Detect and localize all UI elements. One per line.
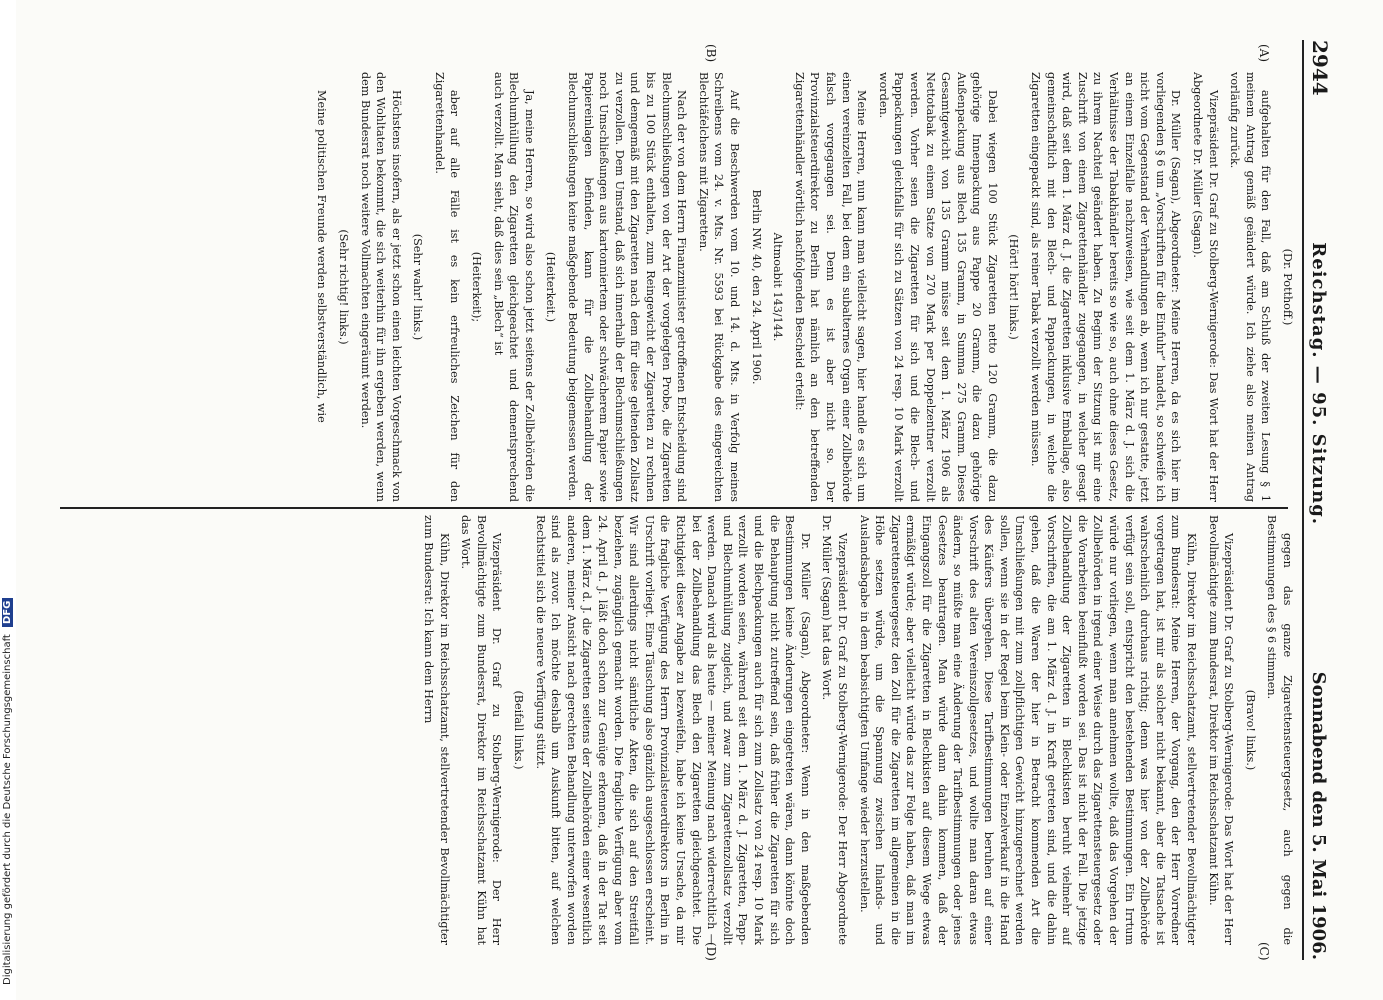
digitization-credit: [2, 598, 13, 985]
paragraph: Kühn, Direktor im Reichsschatzamt, stellvertretender Bevollmächtigter zum Bundesrat: Ich kann dem Herrn: [422, 515, 451, 945]
paragraph: Höchstens insofern, als er jetzt schon einen leichten Vorgeschmack von den Wohltaten bekommt, die sich weiterhin für ihn ergeben werden, wenn dem Bundesrat noch weitere Vollmachten eingeräumt werden.: [358, 72, 403, 502]
page-header: [1302, 40, 1348, 960]
paragraph: Dr. Müller (Sagan), Abgeordneter: Meine Herren, da es sich hier im vorliegenden § 6 um „Vorschriften für die Einfuhr“ handelt, so schweife ich nicht vom Gegenstand der Verhandlungen ab, wenn ich nur gestatte, jetzt an einem Einzelfalle nachzuweisen, wie seit dem 1. März d. J. sich die Verhältnisse der Tabakhändler bereits so wie so, auch ohne dieses Gesetz, zu ihrem Nachteil geändert haben. Zu Beginn der Sitzung ist mir eine Zuschrift von einem Zigarettenhändler zugegangen, in welcher gesagt wird, daß seit dem 1. März d. J. die Zigaretten inklusive Emballage, also gemeinschaftlich mit den Blech- und Pappackungen, in welche die Zigaretten eingepackt sind, als reiner Tabak verzollt werden müssen.: [1029, 72, 1183, 502]
interjection: (Heiterkeit);: [470, 251, 484, 323]
margin-mark-b: (B): [704, 44, 718, 63]
paragraph: Vizepräsident Dr. Graf zu Stolberg-Wernigerode: Der Herr Abgeordnete Dr. Müller (Sagan) hat das Wort.: [820, 515, 849, 945]
session-date: Sonnabend den 5. Mai 1906.: [1308, 671, 1329, 960]
dfg-logo: DFG: [2, 598, 13, 627]
paragraph: aufgehalten für den Fall, daß am Schluß der zweiten Lesung § 1 meinem Antrag gemäß geändert würde. Ich ziehe also meinen Antrag vorläufig zurück.: [1228, 72, 1273, 502]
interjection: (Heiterkeit.): [544, 251, 558, 323]
paragraph: Kühn, Direktor im Reichsschatzamt, stellvertretender Bevollmächtigter zum Bundesrat: Meine Herren, der Vorgang, den der Herr Vorredner vorgetragen hat, ist mir als solcher nicht bekannt, aber die Tatsache ist wahrscheinlich durchaus richtig; denn was hier von der Zollbehörde verfügt sein soll, entspricht den bestehenden Bestimmungen. Ein Irrtum würde nur vorliegen, wenn man annehmen wollte, daß das Vorgehen der Zollbehörden in irgend einer Weise durch das Zigarettensteuergesetz oder die Vorarbeiten beeinflußt worden sei. Das ist nicht der Fall. Die jetzige Zollbehandlung der Zigaretten in Blechkisten beruht vielmehr auf Vorschriften, die am 1. März d. J. in Kraft getreten sind, und die dahin gehen, daß die Waren der hier in Betracht kommenden Art die Umschließungen mit zum zollpflichtigen Gewicht hinzugerechnet werden sollen, wenn sie in der Regel beim Klein- oder Einzelverkauf in die Hand des Käufers übergehen. Diese Tarifbestimmungen beruhen auf einer Vorschrift des alten Vereinszollgesetzes, und wollte man daran etwas ändern, so müßte man eine Änderung der Tarifbestimmungen oder jenes Gesetzes beantragen. Man würde dann dahin kommen, daß der Eingangszoll für die Zigaretten in Blechkisten auf diesem Wege etwas ermäßigt würde; aber vielleicht würde das zur Folge haben, daß man im Zigarettensteuergesetz den Zoll für die Zigaretten im allgemeinen in die Höhe setzen würde, um die Spannung zwischen Inlands- und Auslandsabgabe in dem beabsichtigten Umfange wieder herzustellen.: [857, 515, 1199, 945]
paragraph: Vizepräsident Dr. Graf zu Stolberg-Wernigerode: Das Wort hat der Herr Abgeordnete Dr. Müller (Sagan).: [1191, 72, 1220, 502]
footer-strip: [0, 0, 16, 1000]
paragraph: Vizepräsident Dr. Graf zu Stolberg-Wernigerode: Das Wort hat der Herr Bevollmächtigte zum Bundesrat, Direktor im Reichsschatzamt Kühn.: [1206, 515, 1236, 945]
letter-address: Altmoabit 143/144.: [771, 232, 785, 342]
paragraph: Dabei wiegen 100 Stück Zigaretten netto 120 Gramm, die dazu gehörige Innenpackung aus Pappe 20 Gramm, die dazu gehörige Außenpackung aus Blech 135 Gramm, in Summa 275 Gramm. Dieses Gesamtgewicht von 135 Gramm müsse seit dem 1. März 1906 als Nettotabak zu einem Satze von 270 Mark per Doppelzentner verzollt werden. Vorher seien die Zigaretten für sich und die Blech- und Pappackungen gleichfalls für sich zu Sätzen von 24 resp. 10 Mark verzollt worden.: [876, 72, 999, 502]
page-number: 2944: [1308, 40, 1332, 96]
paragraph: gegen das ganze Zigarettensteuergesetz, auch gegen die Bestimmungen des § 6 stimmen.: [1265, 515, 1294, 945]
letter-paragraph: Nach der von dem Herrn Finanzminister getroffenen Entscheidung sind Blechumschließungen von der Art der vorgelegten Probe, die Zigaretten bis zu 100 Stück enthalten, zum Reingewicht der Zigaretten zu rechnen und demgemäß mit den Zigaretten nach dem für diese geltenden Zollsatz zu verzollen. Dem Umstand, daß sich innerhalb der Blechumschließungen noch Umschließungen aus kartonniertem oder schwächerem Papier sowie Papiereinlagen befinden, kann für die Zollbehandlung der Blechumschließungen keine maßgebende Bedeutung beigemessen werden.: [566, 72, 689, 502]
letter-date: Berlin NW. 40, den 24. April 1906.: [749, 189, 763, 385]
interjection: (Sehr wahr! links.): [411, 233, 425, 341]
interjection: (Sehr richtig! links.): [336, 229, 350, 345]
interjection: (Bravo! links.): [1243, 689, 1257, 771]
credit-text: Digitalisierung gefördert durch die Deutsche Forschungsgemeinschaft: [2, 634, 13, 985]
margin-mark-d: (D): [704, 942, 718, 961]
paragraph: Ja, meine Herren, so wird also schon jetzt seitens der Zollbehörden die Blechumhüllung den Zigaretten gleichgeachtet und dementsprechend auch verzollt. Man sieht, daß dies sein „Blech“ ist: [491, 72, 536, 502]
left-column: [60, 72, 1295, 502]
margin-mark-c: (C): [1257, 942, 1271, 961]
paragraph: aber auf alle Fälle ist es kein erfreuliches Zeichen für den Zigarettenhandel.: [432, 72, 462, 502]
column-divider: [60, 507, 1288, 509]
right-column: [60, 515, 1295, 945]
paragraph: Meine politischen Freunde werden selbstverständlich, wie: [315, 90, 329, 423]
page-title: Reichstag. — 95. Sitzung.: [1308, 242, 1329, 526]
letter-paragraph: Auf die Beschwerden vom 10. und 14. d. Mts. in Verfolg meines Schreibens vom 24. v. Mts. Nr. 5593 bei Rückgabe des eingereichten Blechtäfelchens mit Zigaretten.: [696, 72, 741, 502]
paragraph: Dr. Müller (Sagan), Abgeordneter: Wenn in den maßgebenden Bestimmungen keine Änderungen eingetreten wären, dann könnte doch die Behauptung nicht zutreffend sein, daß früher die Zigaretten für sich und die Blechpackungen auch für sich zum Zollsatz von 24 resp. 10 Mark verzollt worden seien, während seit dem 1. März d. J. Zigaretten, Papp- und Blechumhüllung zugleich, und zwar zum Zigarettenzollsatz verzollt werden. Danach wird als heute — meiner Meinung nach widerrechtlich — bei der Zollbehandlung das Blech den Zigaretten gleichgeachtet. Die Richtigkeit dieser Angabe zu bezweifeln, habe ich keine Ursache, da mir die fragliche Verfügung des Herrn Provinzialsteuerdirektors in Berlin in Urschrift vorliegt. Eine Täuschung also gänzlich ausgeschlossen erscheint. Wir sind allerdings nicht sämtliche Akten, die sich auf den Streitfall beziehen, zugänglich gemacht worden. Die fragliche Verfügung aber vom 24. April d. J. läßt doch schon zur Genüge erkennen, daß in der Tat seit dem 1. März d. J. die Zigaretten seitens der Zollbehörden einer wesentlich anderen, meiner Ansicht nach gerechten Behandlung unterworfen worden sind als zuvor. Ich möchte deshalb um Auskunft bitten, auf welchen Rechtstitel sich die neuere Verfügung stützt.: [533, 515, 812, 945]
interjection: (Beifall links.): [512, 690, 526, 770]
paragraph: Vizepräsident Dr. Graf zu Stolberg-Wernigerode: Der Herr Bevollmächtigte zum Bundesrat, Direktor im Reichsschatzamt Kühn hat das Wort.: [459, 515, 504, 945]
margin-mark-a: (A): [1257, 44, 1271, 63]
interjection: (Hört! hört! links.): [1007, 234, 1021, 340]
speaker-running-head: (Dr. Potthoff.): [1281, 248, 1294, 326]
paragraph: Meine Herren, nun kann man vielleicht sagen, hier handle es sich um einen vereinzelten Fall, bei dem ein subalternes Organ einer Zollbehörde falsch vorgegangen sei. Denn es ist aber nicht so. Der Provinzialsteuerdirektor zu Berlin hat nämlich an den betreffenden Zigarettenhändler wörtlich nachfolgenden Bescheid erteilt:: [792, 72, 869, 502]
